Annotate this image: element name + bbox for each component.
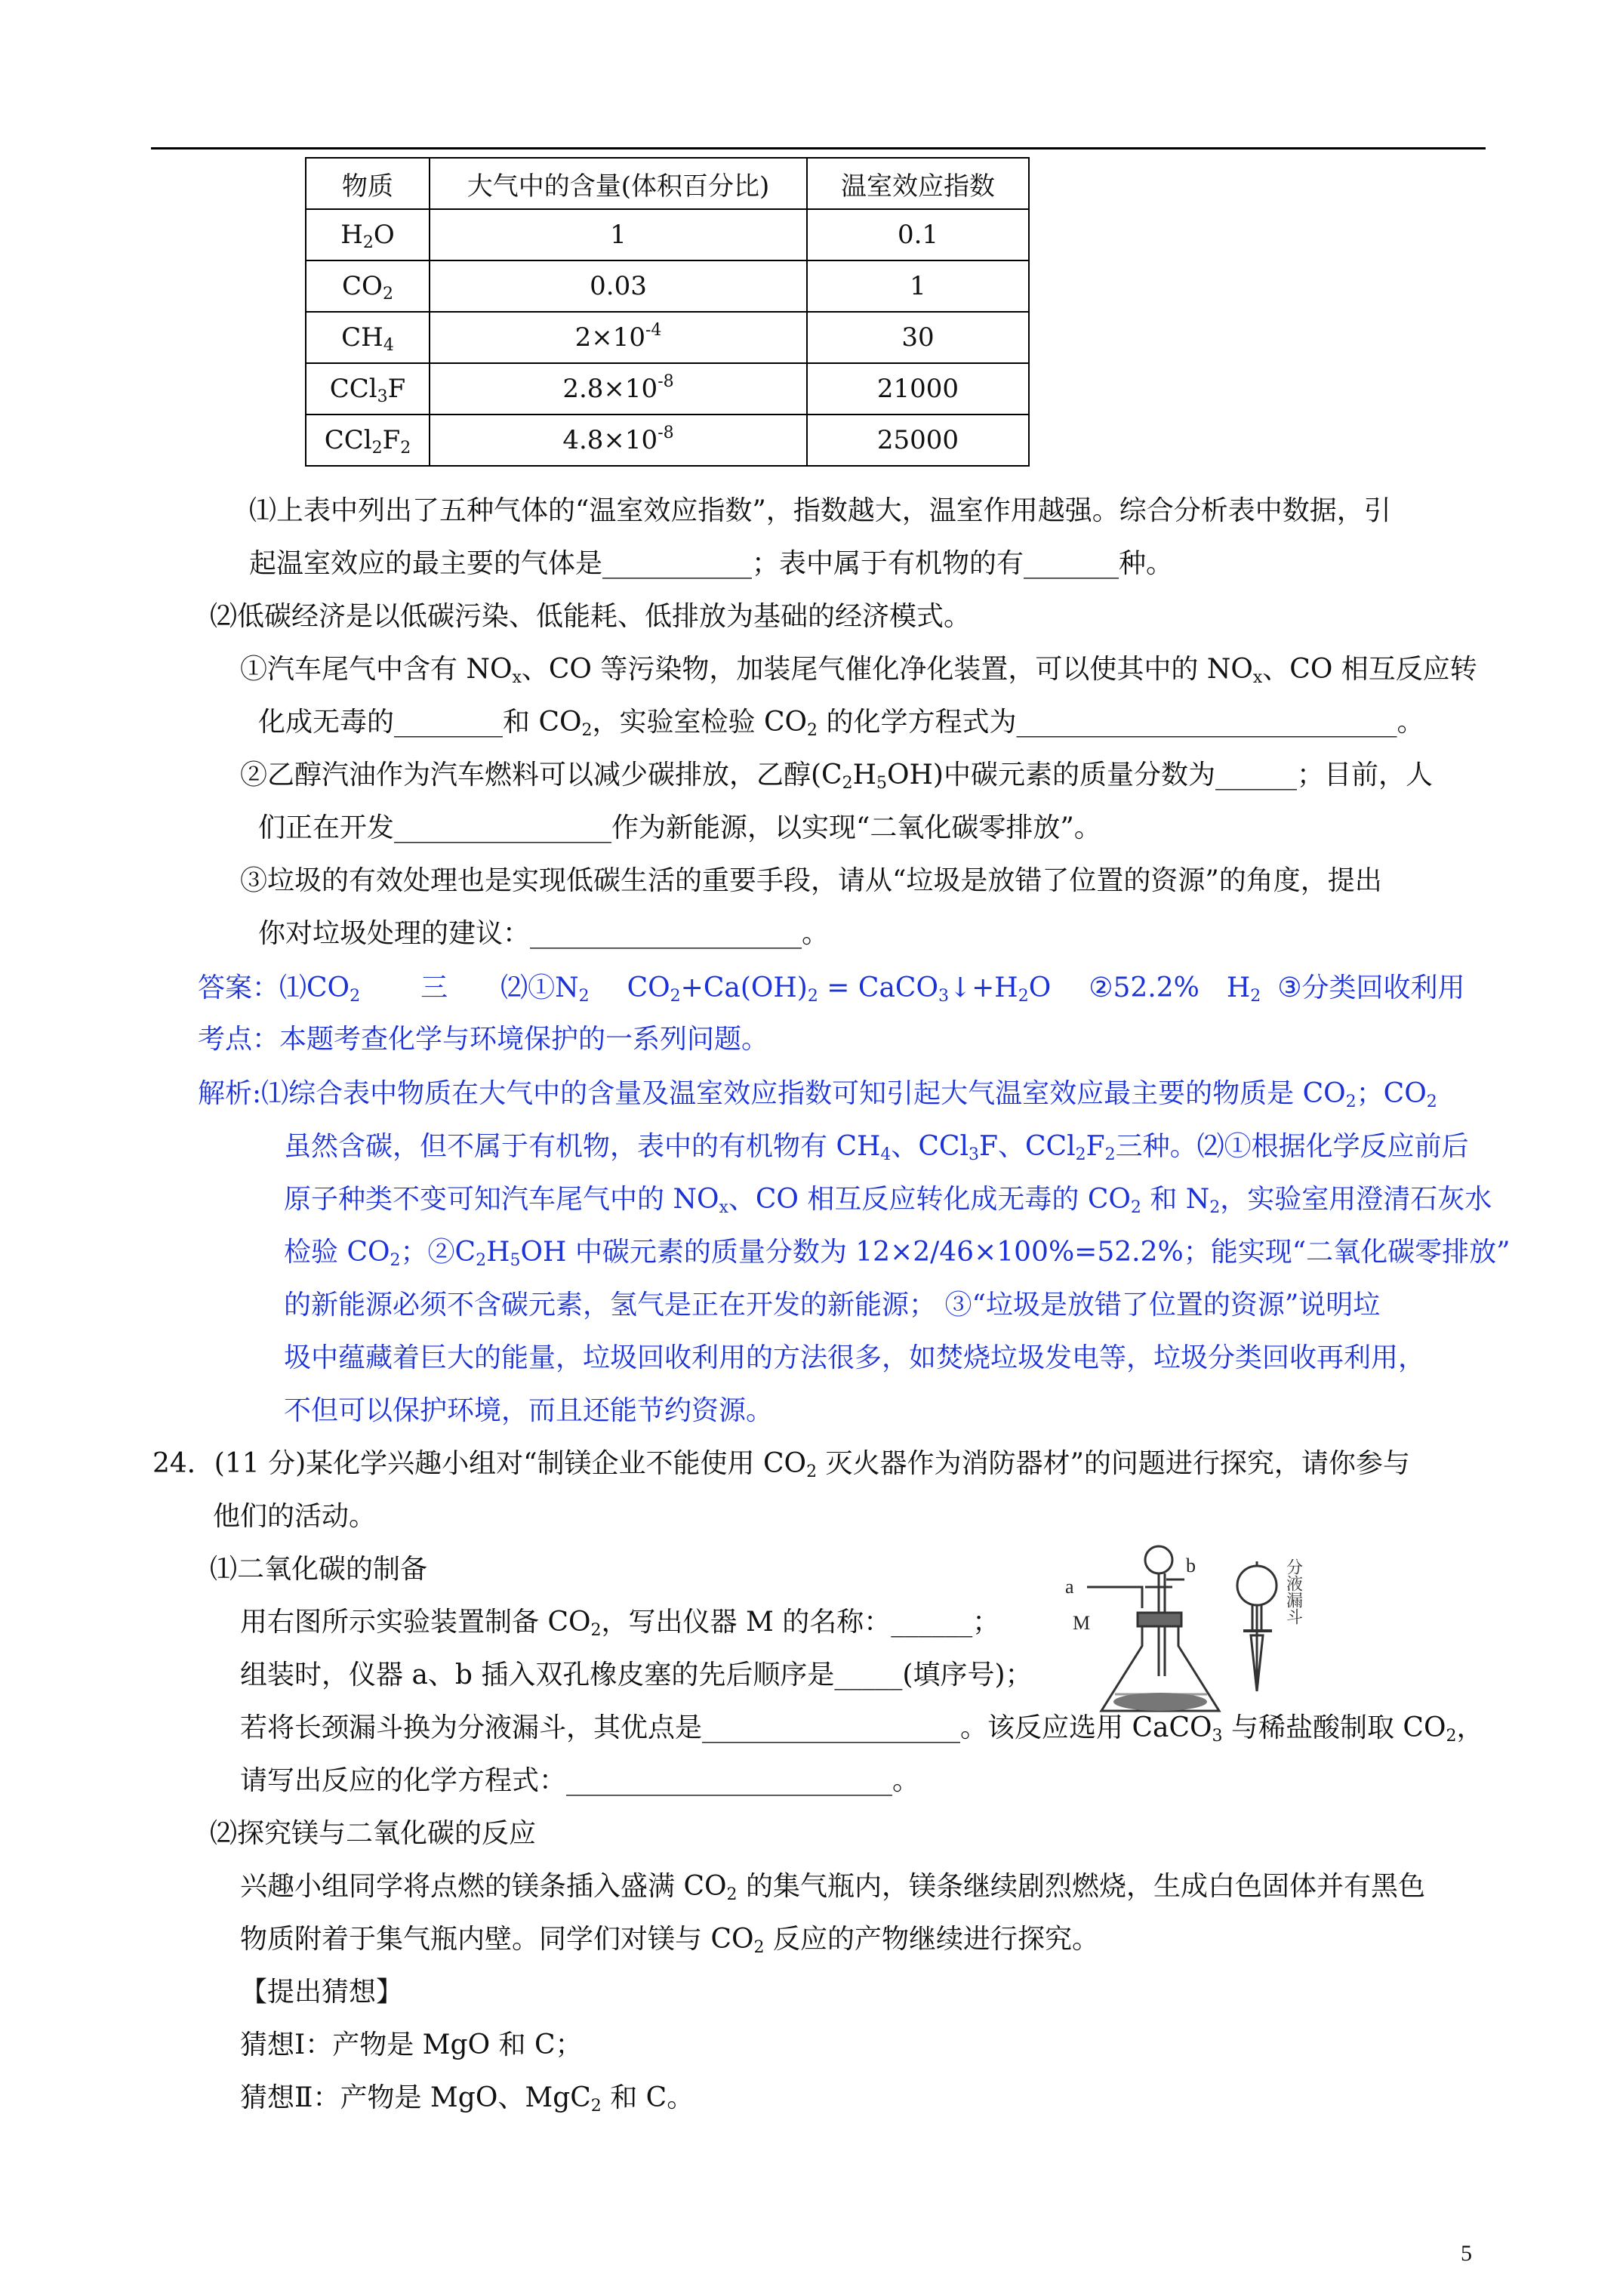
q24-part1-line1: 用右图所示实验装置制备 $CO_2$，写出仪器 M 的名称：______；	[240, 1607, 1000, 1640]
header-rule	[151, 147, 1486, 149]
answer-label: 答案：	[198, 972, 280, 1003]
q1-line2: 起温室效应的最主要的气体是___________；表中属于有机物的有_______种。	[249, 548, 1174, 579]
table-row	[306, 415, 1029, 466]
answer-line: 答案：$⑴CO_2$ 三 $⑵①N_2$ $CO_2+Ca(OH)_2$ = $CaCO_3↓+H_2O$ ②52.2% $H_2$ ③分类回收利用	[198, 972, 1465, 1006]
guess-title: 【提出猜想】	[240, 1977, 404, 2008]
q24-part1-title: ⑴二氧化碳的制备	[210, 1554, 428, 1585]
jiexi-line2: 虽然含碳，但不属于有机物，表中的有机物有 $CH_4$、CCl$_3$F、$CCl_2F_2$三种。⑵①根据化学反应前后	[284, 1131, 1469, 1164]
jiexi-line3: 原子种类不变可知汽车尾气中的 $NO_x$、CO 相互反应转化成无毒的 $CO_2$ 和 $N_2$，实验室用澄清石灰水	[284, 1184, 1492, 1217]
q2-sub3-line2: 你对垃圾处理的建议：____________________。	[258, 918, 830, 949]
flask-liquid	[1113, 1693, 1207, 1711]
substance-cell: $CCl_2F_2$	[306, 415, 430, 466]
substance-cell: $CO_2$	[306, 260, 430, 312]
apparatus-figure	[1053, 1540, 1351, 1729]
q2-sub2-line1: ②乙醇汽油作为汽车燃料可以减少碳排放，乙醇$(C_2H_5OH)$中碳元素的质量分数为______；目前，人	[240, 760, 1433, 793]
jiexi-line6: 圾中蕴藏着巨大的能量，垃圾回收利用的方法很多，如焚烧垃圾发电等，垃圾分类回收再利用，	[284, 1342, 1426, 1373]
q2-sub2-line2: 们正在开发________________作为新能源，以实现“二氧化碳零排放”。	[258, 812, 1101, 843]
table-header: 温室效应指数	[807, 158, 1029, 209]
q24-part2-line1: 兴趣小组同学将点燃的镁条插入盛满 $CO_2$ 的集气瓶内，镁条继续剧烈燃烧，生成白色固体并有黑色	[240, 1871, 1425, 1904]
q2-sub1-line2: 化成无毒的________和 $CO_2$，实验室检验 $CO_2$ 的化学方程式为____________________________。	[258, 707, 1424, 740]
table-header-row	[306, 158, 1029, 209]
index-cell: 0.1	[807, 209, 1029, 260]
amount-cell: $4.8\times 10^{-8}$	[430, 415, 807, 466]
amount-cell: $2.8\times 10^{-8}$	[430, 363, 807, 415]
table-row	[306, 260, 1029, 312]
label-a: a	[1065, 1576, 1074, 1598]
q24-part1-line4: 请写出反应的化学方程式：________________________。	[240, 1765, 920, 1796]
q2-sub3-line1: ③垃圾的有效处理也是实现低碳生活的重要手段，请从“垃圾是放错了位置的资源”的角度，提出	[240, 865, 1382, 896]
jiexi-label: 解析:	[198, 1078, 262, 1109]
q2-intro: ⑵低碳经济是以低碳污染、低能耗、低排放为基础的经济模式。	[210, 601, 972, 632]
q1-line1: ⑴上表中列出了五种气体的“温室效应指数”，指数越大，温室作用越强。综合分析表中数据，引	[249, 495, 1391, 526]
table-row	[306, 363, 1029, 415]
index-cell: 25000	[807, 415, 1029, 466]
table-row	[306, 312, 1029, 363]
guess-1: 猜想Ⅰ：产物是 MgO 和 C；	[240, 2029, 583, 2060]
index-cell: 1	[807, 260, 1029, 312]
amount-cell: $2\times 10^{-4}$	[430, 312, 807, 363]
q24-part2-line2: 物质附着于集气瓶内壁。同学们对镁与 $CO_2$ 反应的产物继续进行探究。	[240, 1924, 1099, 1957]
figure-caption: 分液漏斗	[1283, 1558, 1303, 1625]
index-cell: 30	[807, 312, 1029, 363]
page-number: 5	[1461, 2241, 1472, 2266]
jiexi-line7: 不但可以保护环境，而且还能节约资源。	[284, 1395, 774, 1426]
q24-line1: 24．(11 分)某化学兴趣小组对“制镁企业不能使用 $CO_2$ 灭火器作为消防器材”的问题进行探究，请你参与	[152, 1448, 1410, 1481]
substance-cell: $H_2O$	[306, 209, 430, 260]
jiexi-line1: 解析:⑴综合表中物质在大气中的含量及温室效应指数可知引起大气温室效应最主要的物质是 $CO_2$；$CO_2$	[198, 1078, 1437, 1111]
q2-sub1-line1: ①汽车尾气中含有 $NO_x$、CO 等污染物，加装尾气催化净化装置，可以使其中的 $NO_x$、CO 相互反应转	[240, 654, 1477, 687]
jiexi-line4: 检验 $CO_2$；$②C_2H_5OH$ 中碳元素的质量分数为 12×2/46×100%=52.2%；能实现“二氧化碳零排放”	[284, 1237, 1511, 1270]
greenhouse-gas-table	[305, 157, 1030, 467]
q24-part1-line2: 组装时，仪器 a、b 插入双孔橡皮塞的先后顺序是_____(填序号)；	[240, 1660, 1033, 1690]
label-m: M	[1073, 1612, 1091, 1634]
jiexi-line5: 的新能源必须不含碳元素，氢气是正在开发的新能源； ③“垃圾是放错了位置的资源”说明垃	[284, 1290, 1381, 1321]
q24-part1-line3: 若将长颈漏斗换为分液漏斗，其优点是___________________。该反应选用 CaCO$_3$ 与稀盐酸制取 $CO_2$，	[240, 1712, 1484, 1746]
amount-cell: 0.03	[430, 260, 807, 312]
table-header: 物质	[306, 158, 430, 209]
index-cell: 21000	[807, 363, 1029, 415]
table-row	[306, 209, 1029, 260]
amount-cell: 1	[430, 209, 807, 260]
label-b: b	[1186, 1555, 1196, 1576]
q24-part2-title: ⑵探究镁与二氧化碳的反应	[210, 1818, 537, 1849]
table-header: 大气中的含量(体积百分比)	[430, 158, 807, 209]
kaodian-line: 考点：本题考查化学与环境保护的一系列问题。	[198, 1024, 769, 1055]
q24-line2: 他们的活动。	[213, 1501, 377, 1532]
substance-cell: $CH_4$	[306, 312, 430, 363]
substance-cell: CCl$_3$F	[306, 363, 430, 415]
guess-2: 猜想Ⅱ：产物是 MgO、MgC$_2$ 和 C。	[240, 2082, 694, 2116]
funnel-bulb-icon	[1145, 1546, 1172, 1573]
